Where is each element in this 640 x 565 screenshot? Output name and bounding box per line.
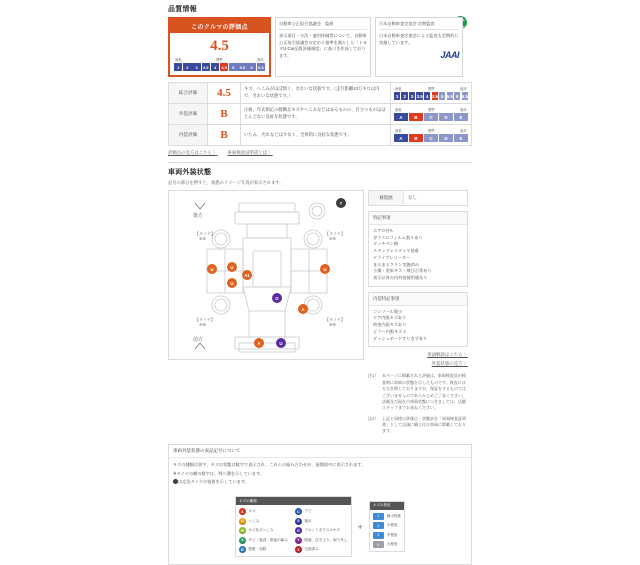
evaluation-scale-cell: B	[409, 113, 423, 121]
evaluation-scale-cell: A	[394, 134, 408, 142]
evaluation-scale-cell: E	[454, 113, 468, 121]
legend-kind-item	[295, 527, 348, 534]
exterior-section-title: 車両外装状態	[168, 169, 212, 176]
interior-note-item: 荷室内張キズあり	[373, 322, 407, 328]
exterior-note-item: ドライブレコーダー	[373, 254, 411, 260]
svg-text:【タイヤ】: 【タイヤ】	[325, 317, 345, 322]
car-diagram[interactable]	[168, 190, 364, 360]
svg-text:⑥⑥: ⑥⑥	[329, 322, 337, 327]
damage-marker[interactable]	[320, 264, 330, 274]
legend-degree-label: 大程度	[386, 542, 398, 547]
evaluation-scale-label: 最高	[460, 87, 467, 91]
evaluation-scale-cell: D	[439, 134, 453, 142]
exterior-note-item: まるまるクリン実施済み	[373, 261, 420, 267]
score-cell: 4	[211, 63, 219, 71]
legend-degree-item	[373, 541, 401, 548]
evaluation-grade: B	[208, 104, 241, 125]
legend-kind-item	[239, 527, 288, 534]
exterior-note-item: ガラスにフィルム張りあり	[373, 234, 423, 240]
score-cell: 6.5	[258, 64, 264, 70]
score-cell: 4.5	[221, 64, 227, 70]
exterior-subnote: 記号の部分を押すと、状態のイメージ写真が表示されます。	[168, 180, 284, 185]
damage-degree-list	[370, 510, 404, 552]
legend-line	[173, 479, 467, 486]
exterior-link[interactable]: 外装状態の見方 〉	[431, 361, 468, 367]
legend-kind-icon: U	[239, 518, 246, 525]
svg-text:U: U	[279, 340, 283, 346]
svg-text:G: G	[275, 295, 279, 301]
interior-note-item: コンソール傷小	[373, 308, 403, 314]
legend-kind-label: 脱落、浮き上り、取り外し	[304, 537, 348, 542]
interior-note-item: ピラー内張キズ小	[373, 328, 407, 334]
exterior-notes-list	[369, 225, 467, 286]
interior-note-item: ドア内張キズあり	[373, 315, 407, 321]
evaluation-row	[169, 125, 472, 146]
scale-mid-label: 標準	[216, 58, 223, 62]
svg-text:⑥⑥: ⑥⑥	[329, 236, 337, 241]
evaluation-scale-label: 標準	[427, 108, 435, 112]
legend-kind-icon: B	[239, 546, 246, 553]
exterior-notes-header: 特記事項	[369, 212, 467, 225]
damage-marker[interactable]	[272, 293, 282, 303]
evaluation-row	[169, 83, 472, 104]
legend-kind-icon: W	[240, 528, 244, 533]
evaluation-scale-cell: 4	[425, 93, 429, 99]
legend-kind-icon: X	[295, 546, 302, 553]
interior-notes-list	[369, 306, 467, 347]
exterior-note-item: タッチペン跡	[373, 241, 399, 247]
legend-kind-label: キズ	[248, 509, 256, 514]
evaluation-label: 総合評価	[169, 83, 208, 104]
score-cell: 1	[174, 63, 182, 71]
divider	[168, 162, 472, 163]
legend-kind-label: へこみ	[248, 518, 260, 523]
quality-top-row	[168, 17, 472, 77]
legend-kind-icon: C	[295, 508, 302, 515]
exterior-note-item: 小傷・洗車キズ・飛び石等あり	[373, 268, 432, 274]
exterior-links	[368, 352, 468, 367]
legend-kind-label: 修復・加修	[248, 547, 267, 552]
legend-kind-icon: A	[239, 508, 246, 515]
svg-text:⑥⑥: ⑥⑥	[199, 236, 207, 241]
svg-text:T: T	[339, 200, 343, 206]
legend-kind-item	[295, 508, 348, 515]
damage-marker[interactable]	[227, 278, 237, 288]
jaai-panel	[375, 17, 463, 77]
score-cell: 6	[247, 63, 255, 71]
svg-text:U: U	[210, 266, 214, 272]
evaluation-scale-label: 標準	[427, 129, 435, 133]
damage-degree-header: キズの程度	[370, 502, 404, 510]
jaai-header: 日本自動車査定協会 定期監査	[379, 21, 459, 30]
front-direction-label: 前方	[193, 337, 204, 343]
legend-line-text: は応急タイヤの装着を示しています。	[178, 479, 249, 485]
legend-kind-label: アビ	[304, 509, 312, 514]
evaluation-scale-label: 最低	[395, 129, 402, 133]
footnote	[368, 373, 468, 411]
legend-box	[168, 444, 472, 565]
legend-kind-label: フロントガラスのキズ	[304, 528, 341, 533]
evaluation-scale-cell: C	[424, 134, 438, 142]
evaluation-grade: 4.5	[208, 83, 241, 104]
legend-kind-item	[295, 518, 348, 525]
interior-notes-header: 内装特記事項	[369, 293, 467, 306]
legend-degree-label: 小程度	[386, 523, 398, 528]
damage-marker[interactable]	[207, 264, 217, 274]
legend-degree-number: 1	[373, 513, 384, 520]
footnotes	[368, 373, 468, 435]
damage-marker[interactable]	[242, 270, 252, 280]
evaluation-scale-cell: 3	[410, 93, 414, 99]
evaluation-scale-label: 最高	[460, 108, 467, 112]
svg-text:U: U	[323, 266, 327, 272]
evaluation-row	[169, 104, 472, 125]
legend-kind-icon: G	[295, 527, 302, 534]
damage-marker[interactable]	[298, 304, 308, 314]
repair-history-key: 修復歴	[369, 191, 404, 205]
footnote-tag: 注2）	[368, 415, 379, 421]
evaluation-scale-cell: 1	[395, 93, 399, 99]
evaluation-scale-cell: B	[409, 134, 423, 142]
exterior-right-column	[368, 190, 468, 439]
score-scale-cells	[174, 63, 265, 71]
fair-trade-body: 表示項目・方法・運用体制等について、自動車公正取引協議会の定める基準を満たした「トヨタU-Car品質評価制度」に基づき作成しております。	[279, 33, 367, 58]
evaluation-description: キズ、へこみがほぼ無く、きれいな状態です。（走行距離10万キロ以内で、きれいな状態です。）	[241, 83, 391, 104]
legend-kind-icon: Y	[295, 537, 302, 544]
exterior-note-item: エアロ付A	[373, 228, 393, 233]
evaluation-grade: B	[208, 125, 241, 146]
svg-text:U: U	[230, 264, 234, 270]
legend-line-text: キズの種類は英字、キズの状態は数字で表示され、これらの組み合わせが、展開図中に表示されます。	[173, 461, 366, 467]
legend-kind-item	[239, 546, 288, 553]
evaluation-scale	[391, 125, 472, 146]
score-value: 4.5	[210, 38, 229, 54]
legend-degree-item	[373, 522, 401, 529]
evaluation-label: 外装評価	[169, 104, 208, 125]
svg-text:【タイヤ】: 【タイヤ】	[325, 231, 345, 236]
evaluation-link[interactable]: 評価点の見方はこちら 〉	[168, 150, 218, 155]
evaluation-scale-cell: 6	[456, 93, 459, 99]
evaluation-scale-cell: 5	[440, 93, 444, 99]
exterior-link[interactable]: 用語解説はこちら 〉	[427, 352, 468, 358]
legend-kind-label: 交換済み	[304, 547, 319, 552]
damage-kind-table	[235, 496, 352, 557]
fair-trade-panel	[275, 17, 371, 77]
scale-high-label: 最高	[257, 58, 264, 62]
legend-degree-number: 4	[373, 541, 384, 548]
evaluation-scale	[391, 104, 472, 125]
legend-kind-label: キズ及びヘこみ	[248, 528, 274, 533]
evaluation-scale-cell: E	[454, 134, 468, 142]
evaluation-scale-cell: 6.5	[461, 93, 469, 99]
fair-trade-header: 自動車公正取引協議会 監修	[279, 21, 367, 30]
evaluation-scale-label: 最低	[395, 108, 402, 112]
jaai-body: 日本自動車査定協会による監査も定期的に実施しています。	[379, 33, 459, 45]
car-diagram-svg	[169, 191, 365, 361]
legend-kind-icon: S	[295, 518, 302, 525]
evaluation-scale	[391, 83, 472, 104]
legend-line	[173, 471, 467, 478]
exterior-row	[168, 190, 472, 439]
legend-kind-item	[295, 537, 348, 544]
evaluation-scale-cell: C	[424, 113, 438, 121]
evaluation-description: いたみ、汚れなどは少なく、全体的に良好な状態です。	[241, 125, 391, 146]
legend-degree-label: 中程度	[386, 532, 398, 537]
exterior-note-item: スタッドレスタイヤ装着	[373, 248, 419, 254]
svg-text:A: A	[301, 306, 305, 312]
svg-text:U: U	[230, 280, 234, 286]
legend-degree-item	[373, 513, 401, 520]
damage-kind-header: キズの種類	[236, 497, 351, 505]
svg-text:A1: A1	[244, 272, 250, 278]
score-cell: 3.5	[202, 64, 209, 70]
score-scale	[170, 57, 269, 75]
exterior-notes-box	[368, 211, 468, 287]
evaluation-label: 内装評価	[169, 125, 208, 146]
legend-lines	[169, 458, 471, 492]
legend-degree-item	[373, 532, 401, 539]
legend-kind-label: サビ・腐食・塗装の痛み	[248, 537, 288, 542]
page-title: 品質情報	[168, 6, 197, 13]
legend-degree-label: 極小程度	[386, 513, 402, 518]
tire-labels	[195, 230, 345, 327]
damage-kind-left-column	[239, 508, 288, 553]
evaluation-link[interactable]: 車両検査証明書とは 〉	[227, 150, 273, 155]
legend-kind-item	[295, 546, 348, 553]
footnote-text: 上記と同様の評価点・状態表を「車両検査証明書」として店頭に備え付け車両に掲載しております。	[382, 415, 466, 434]
legend-kind-item	[239, 518, 288, 525]
damage-degree-table	[369, 501, 405, 553]
legend-kind-item	[239, 508, 288, 515]
interior-note-item: ダッシュボードすりきずあり	[373, 335, 428, 341]
damage-kind-right-column	[295, 508, 348, 553]
evaluation-scale-label: 標準	[427, 87, 435, 91]
evaluation-scale-cell: D	[439, 113, 453, 121]
svg-text:⑥⑥: ⑥⑥	[199, 322, 207, 327]
evaluation-table	[168, 82, 472, 146]
legend-degree-number: 3	[373, 532, 384, 539]
svg-text:【タイヤ】: 【タイヤ】	[195, 231, 215, 236]
repair-history-row	[368, 190, 468, 206]
legend-kind-icon: X	[239, 537, 246, 544]
scale-low-label: 最低	[175, 58, 182, 62]
legend-kind-item	[239, 537, 288, 544]
score-card	[168, 17, 271, 77]
evaluation-scale-cell: 2	[403, 93, 406, 99]
spare-tire-marker	[336, 198, 346, 208]
legend-line	[173, 462, 467, 469]
evaluation-scale-cell: 4.5	[431, 93, 438, 99]
damage-marker[interactable]	[227, 262, 237, 272]
score-cell: 5	[229, 63, 237, 71]
repair-history-value: なし	[408, 195, 417, 200]
legend-degree-number: 2	[373, 522, 384, 529]
damage-marker[interactable]	[276, 338, 286, 348]
evaluation-description: 圧痕、年式相応の軽微なキズやへこみなどはあるものの、目立つものはほとんどない良好な状態です。	[241, 104, 391, 125]
footnote-text: 本ページに掲載された評価は、車両検査員が検査時に車両の状態を示したものです。検査には万全を期しておりますが、保証をするものではございませんのであらかじめご了承ください。詳細及び現在の車両状態につきましては、店舗スタッフまでお尋ねください。	[382, 373, 466, 411]
svg-text:A: A	[257, 340, 261, 346]
legend-tables	[169, 492, 471, 564]
evaluation-scale-label: 最低	[395, 87, 402, 91]
plus-sign-icon: +	[357, 521, 363, 532]
score-cell: 5.5	[239, 64, 246, 70]
evaluation-scale-cell: 3.5	[416, 93, 423, 99]
footnote	[368, 416, 468, 435]
legend-line-text: ※タイヤの横の数字は、残り溝を示しています。	[173, 470, 265, 476]
score-cell: 2	[183, 63, 191, 71]
score-cell: 3	[192, 63, 200, 71]
damage-marker[interactable]	[254, 338, 264, 348]
damage-markers	[207, 262, 330, 348]
legend-header: 車両外装状態の表記記号について	[169, 445, 471, 458]
evaluation-scale-cell: A	[394, 113, 408, 121]
legend-kind-label: 割れ	[304, 518, 312, 523]
score-card-header: このクルマの評価点	[170, 19, 269, 33]
jaai-logo: JAAI	[440, 50, 459, 60]
evaluation-links	[168, 150, 472, 156]
rear-direction-label: 後方	[193, 213, 204, 219]
svg-text:【タイヤ】: 【タイヤ】	[195, 317, 215, 322]
interior-notes-box	[368, 292, 468, 348]
report-content	[168, 0, 472, 552]
exterior-note-item: 表示以外の内外装使用感あり	[373, 275, 428, 281]
footnote-tag: 注1）	[368, 373, 379, 379]
evaluation-scale-cell: 5.5	[446, 93, 453, 99]
evaluation-scale-label: 最高	[460, 129, 467, 133]
